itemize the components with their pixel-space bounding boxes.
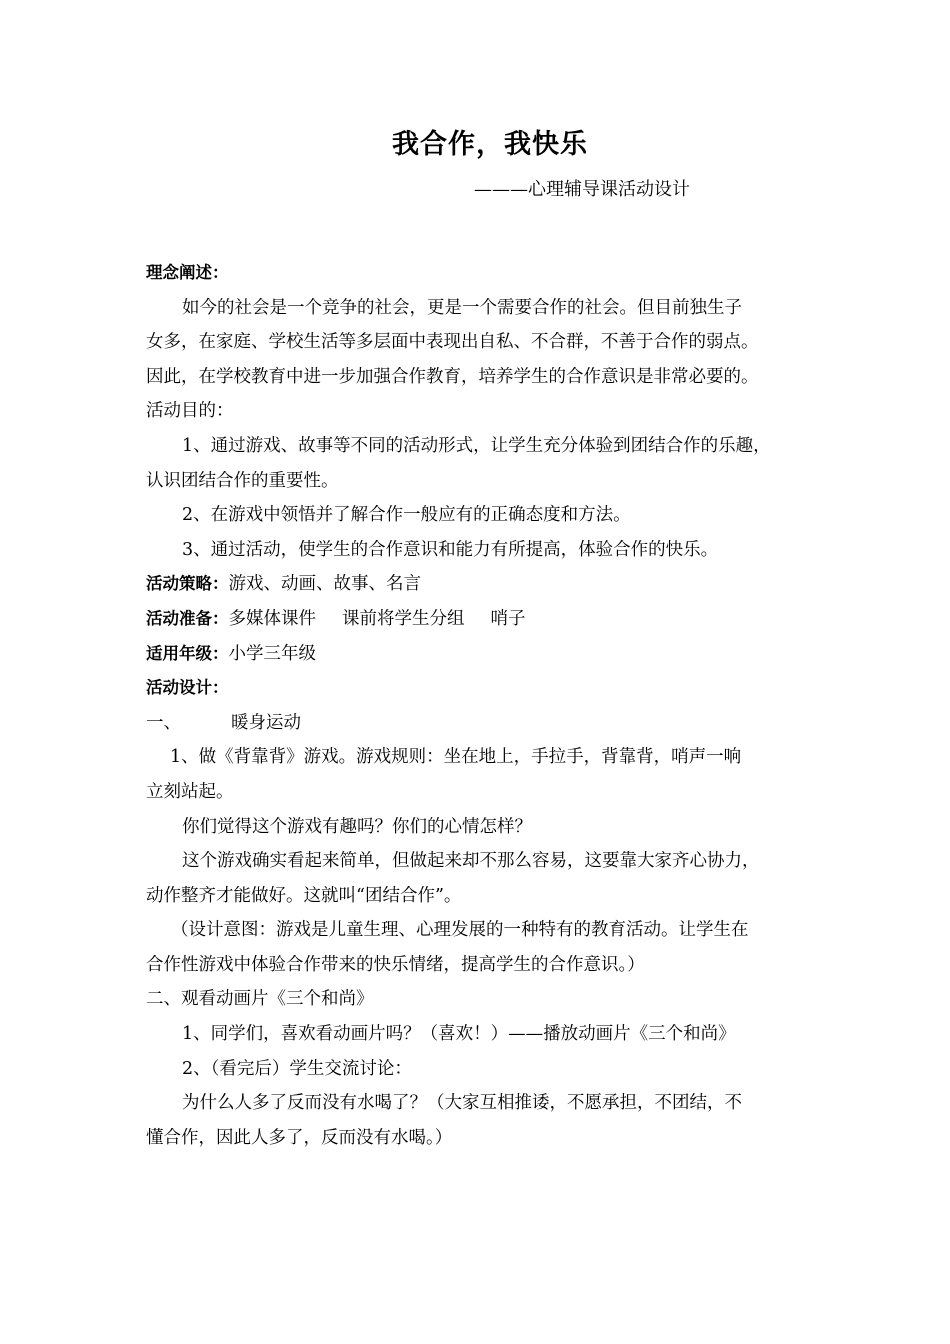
part-two-question: 为什么人多了反而没有水喝了？（大家互相推诿，不愿承担，不团结，不 bbox=[182, 1093, 742, 1114]
preparation-item: 哨子 bbox=[490, 608, 526, 629]
document-body bbox=[146, 256, 826, 1155]
goal-item: 2、在游戏中领悟并了解合作一般应有的正确态度和方法。 bbox=[182, 505, 631, 526]
part-one-commentary: 动作整齐才能做好。这就叫“团结合作”。 bbox=[146, 885, 462, 906]
preparation-row bbox=[146, 602, 826, 637]
page-title: 我合作，我快乐 bbox=[392, 129, 588, 160]
part-two-item: 2、（看完后）学生交流讨论： bbox=[182, 1058, 412, 1079]
concept-paragraph-line: 女多，在家庭、学校生活等多层面中表现出自私、不合群，不善于合作的弱点。 bbox=[146, 332, 759, 353]
concept-paragraph-line: 因此，在学校教育中进一步加强合作教育，培养学生的合作意识是非常必要的。 bbox=[146, 366, 759, 387]
goal-item: 1、通过游戏、故事等不同的活动形式，让学生充分体验到团结合作的乐趣， bbox=[182, 435, 771, 456]
goal-heading: 活动目的： bbox=[146, 401, 234, 422]
design-heading: 活动设计： bbox=[146, 678, 229, 698]
preparation-item: 多媒体课件 bbox=[228, 608, 316, 629]
grade-label: 适用年级： bbox=[146, 643, 229, 663]
preparation-item: 课前将学生分组 bbox=[342, 608, 465, 629]
design-intent-note: 合作性游戏中体验合作带来的快乐情绪，提高学生的合作意识。） bbox=[146, 954, 645, 975]
grade-row bbox=[146, 637, 826, 672]
concept-paragraph-line: 如今的社会是一个竞争的社会，更是一个需要合作的社会。但目前独生子 bbox=[182, 297, 742, 318]
part-one-item-continued: 立刻站起。 bbox=[146, 781, 234, 802]
part-one-title: 暖身运动 bbox=[231, 712, 301, 733]
goal-item: 3、通过活动，使学生的合作意识和能力有所提高，体验合作的快乐。 bbox=[182, 539, 719, 560]
goal-item-continued: 认识团结合作的重要性。 bbox=[146, 470, 339, 491]
part-two-heading: 二、观看动画片《三个和尚》 bbox=[146, 989, 374, 1010]
part-two-item: 1、同学们，喜欢看动画片吗？（喜欢！）——播放动画片《三个和尚》 bbox=[182, 1024, 736, 1045]
design-intent-note: （设计意图：游戏是儿童生理、心理发展的一种特有的教育活动。让学生在 bbox=[171, 920, 749, 941]
page-subtitle: ———心理辅导课活动设计 bbox=[474, 179, 690, 200]
concept-heading: 理念阐述： bbox=[146, 263, 229, 282]
strategy-row bbox=[146, 567, 826, 602]
part-one-question: 你们觉得这个游戏有趣吗？你们的心情怎样？ bbox=[182, 816, 532, 837]
preparation-label: 活动准备： bbox=[146, 608, 229, 628]
strategy-label: 活动策略： bbox=[146, 574, 229, 594]
part-two-question: 懂合作，因此人多了，反而没有水喝。） bbox=[146, 1127, 453, 1148]
part-one-item: 1、做《背靠背》游戏。游戏规则：坐在地上，手拉手，背靠背，哨声一响 bbox=[170, 747, 742, 768]
part-one-heading bbox=[146, 706, 826, 741]
part-one-number: 一、 bbox=[146, 712, 181, 733]
strategy-value: 游戏、动画、故事、名言 bbox=[228, 574, 421, 595]
grade-value: 小学三年级 bbox=[228, 643, 316, 664]
part-one-commentary: 这个游戏确实看起来简单，但做起来却不那么容易，这要靠大家齐心协力， bbox=[182, 851, 760, 872]
